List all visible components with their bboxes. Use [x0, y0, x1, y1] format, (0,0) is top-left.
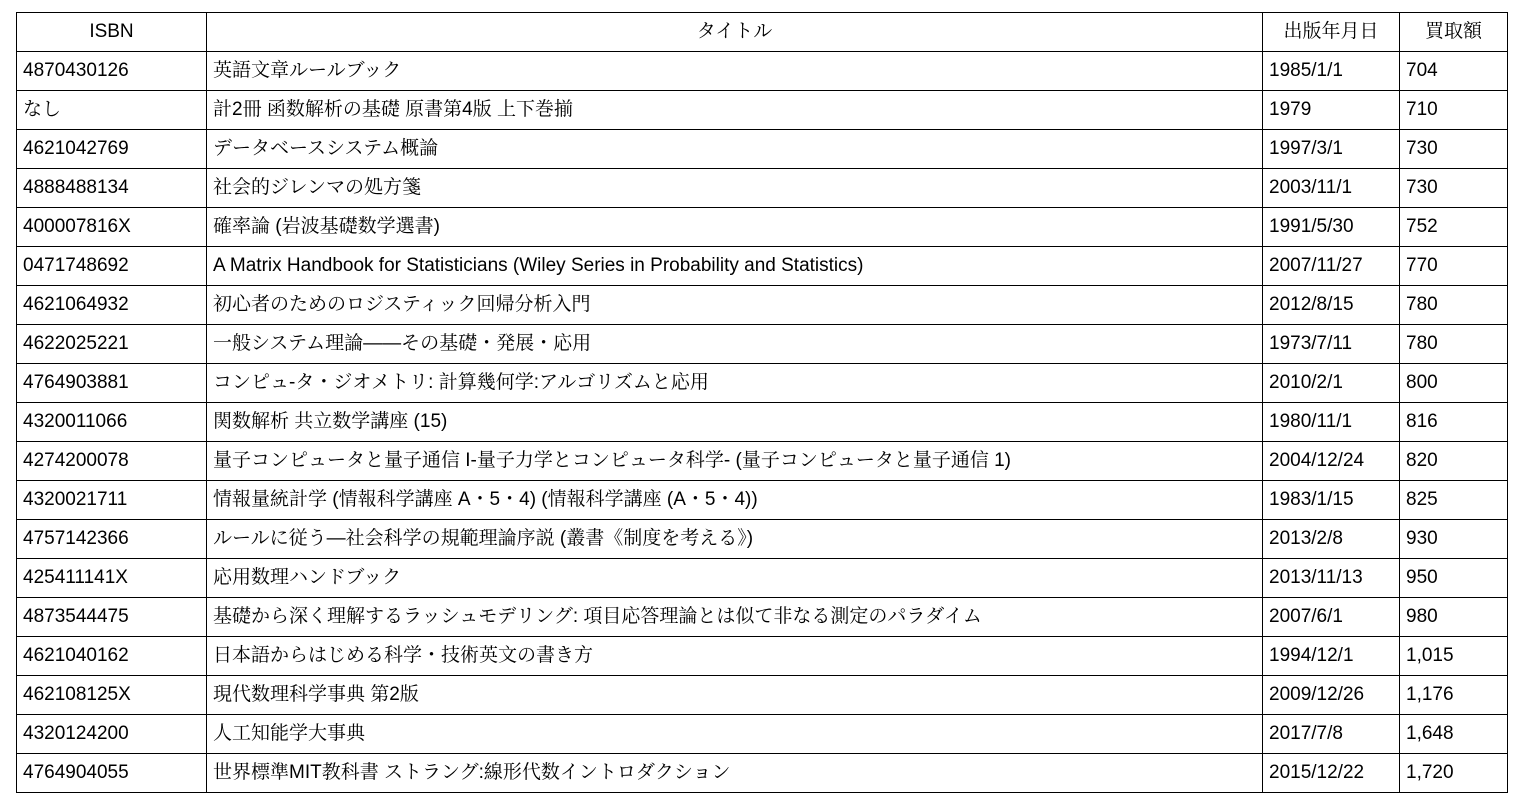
cell-date: 1997/3/1 — [1263, 130, 1400, 169]
cell-title: 英語文章ルールブック — [207, 52, 1263, 91]
cell-date: 2017/7/8 — [1263, 715, 1400, 754]
cell-price: 780 — [1400, 286, 1508, 325]
cell-price: 1,176 — [1400, 676, 1508, 715]
cell-title: 社会的ジレンマの処方箋 — [207, 169, 1263, 208]
cell-date: 2003/11/1 — [1263, 169, 1400, 208]
cell-isbn: 4764903881 — [17, 364, 207, 403]
cell-isbn: 462108125X — [17, 676, 207, 715]
table-row — [17, 520, 1508, 559]
cell-title: 世界標準MIT教科書 ストラング:線形代数イントロダクション — [207, 754, 1263, 793]
cell-isbn: 4621064932 — [17, 286, 207, 325]
table-row — [17, 559, 1508, 598]
cell-date: 2007/11/27 — [1263, 247, 1400, 286]
table-row — [17, 598, 1508, 637]
table-row — [17, 325, 1508, 364]
cell-isbn: 4888488134 — [17, 169, 207, 208]
cell-date: 2009/12/26 — [1263, 676, 1400, 715]
cell-isbn: 425411141X — [17, 559, 207, 598]
cell-title: 計2冊 函数解析の基礎 原書第4版 上下巻揃 — [207, 91, 1263, 130]
table-row — [17, 286, 1508, 325]
cell-title: 一般システム理論——その基礎・発展・応用 — [207, 325, 1263, 364]
cell-title: 初心者のためのロジスティック回帰分析入門 — [207, 286, 1263, 325]
column-header-price: 買取額 — [1400, 13, 1508, 52]
cell-price: 770 — [1400, 247, 1508, 286]
cell-title: コンピュ-タ・ジオメトリ: 計算幾何学:アルゴリズムと応用 — [207, 364, 1263, 403]
cell-date: 1980/11/1 — [1263, 403, 1400, 442]
cell-date: 1991/5/30 — [1263, 208, 1400, 247]
table-row — [17, 442, 1508, 481]
table-row — [17, 52, 1508, 91]
cell-title: 応用数理ハンドブック — [207, 559, 1263, 598]
table-body — [17, 52, 1508, 793]
cell-title: ルールに従う―社会科学の規範理論序説 (叢書《制度を考える》) — [207, 520, 1263, 559]
cell-isbn: 400007816X — [17, 208, 207, 247]
cell-date: 1983/1/15 — [1263, 481, 1400, 520]
cell-title: A Matrix Handbook for Statisticians (Wiley Series in Probability and Statistics) — [207, 247, 1263, 286]
cell-price: 980 — [1400, 598, 1508, 637]
cell-title: 基礎から深く理解するラッシュモデリング: 項目応答理論とは似て非なる測定のパラダイム — [207, 598, 1263, 637]
cell-title: 日本語からはじめる科学・技術英文の書き方 — [207, 637, 1263, 676]
cell-price: 816 — [1400, 403, 1508, 442]
cell-isbn: 4274200078 — [17, 442, 207, 481]
cell-price: 704 — [1400, 52, 1508, 91]
cell-date: 2012/8/15 — [1263, 286, 1400, 325]
cell-isbn: 4870430126 — [17, 52, 207, 91]
cell-isbn: 4320011066 — [17, 403, 207, 442]
cell-price: 800 — [1400, 364, 1508, 403]
cell-price: 1,648 — [1400, 715, 1508, 754]
table-row — [17, 676, 1508, 715]
cell-title: 人工知能学大事典 — [207, 715, 1263, 754]
cell-price: 752 — [1400, 208, 1508, 247]
table-row — [17, 130, 1508, 169]
cell-title: データベースシステム概論 — [207, 130, 1263, 169]
cell-date: 1994/12/1 — [1263, 637, 1400, 676]
cell-price: 825 — [1400, 481, 1508, 520]
cell-date: 2007/6/1 — [1263, 598, 1400, 637]
cell-price: 930 — [1400, 520, 1508, 559]
cell-date: 1979 — [1263, 91, 1400, 130]
cell-isbn: 4622025221 — [17, 325, 207, 364]
cell-date: 2013/2/8 — [1263, 520, 1400, 559]
column-header-title: タイトル — [207, 13, 1263, 52]
table-row — [17, 715, 1508, 754]
column-header-date: 出版年月日 — [1263, 13, 1400, 52]
cell-price: 730 — [1400, 130, 1508, 169]
cell-title: 情報量統計学 (情報科学講座 A・5・4) (情報科学講座 (A・5・4)) — [207, 481, 1263, 520]
table-row — [17, 169, 1508, 208]
table-row — [17, 364, 1508, 403]
cell-date: 2013/11/13 — [1263, 559, 1400, 598]
cell-price: 820 — [1400, 442, 1508, 481]
cell-title: 現代数理科学事典 第2版 — [207, 676, 1263, 715]
table-header — [17, 13, 1508, 52]
cell-price: 1,015 — [1400, 637, 1508, 676]
cell-price: 1,720 — [1400, 754, 1508, 793]
cell-date: 2010/2/1 — [1263, 364, 1400, 403]
cell-isbn: なし — [17, 91, 207, 130]
cell-title: 量子コンピュータと量子通信 I-量子力学とコンピュータ科学- (量子コンピュータと量子通信 1) — [207, 442, 1263, 481]
table-row — [17, 91, 1508, 130]
table-row — [17, 754, 1508, 793]
column-header-isbn: ISBN — [17, 13, 207, 52]
cell-isbn: 4873544475 — [17, 598, 207, 637]
cell-title: 確率論 (岩波基礎数学選書) — [207, 208, 1263, 247]
table-row — [17, 208, 1508, 247]
table-row — [17, 637, 1508, 676]
table-header-row — [17, 13, 1508, 52]
table-row — [17, 403, 1508, 442]
cell-title: 関数解析 共立数学講座 (15) — [207, 403, 1263, 442]
cell-isbn: 4320021711 — [17, 481, 207, 520]
cell-price: 710 — [1400, 91, 1508, 130]
cell-isbn: 4621042769 — [17, 130, 207, 169]
cell-date: 2004/12/24 — [1263, 442, 1400, 481]
cell-price: 730 — [1400, 169, 1508, 208]
cell-isbn: 4764904055 — [17, 754, 207, 793]
table-row — [17, 481, 1508, 520]
book-buyback-table — [16, 12, 1508, 793]
cell-isbn: 4621040162 — [17, 637, 207, 676]
table-row — [17, 247, 1508, 286]
cell-isbn: 4320124200 — [17, 715, 207, 754]
cell-isbn: 4757142366 — [17, 520, 207, 559]
cell-date: 1973/7/11 — [1263, 325, 1400, 364]
cell-isbn: 0471748692 — [17, 247, 207, 286]
cell-price: 780 — [1400, 325, 1508, 364]
cell-price: 950 — [1400, 559, 1508, 598]
cell-date: 1985/1/1 — [1263, 52, 1400, 91]
cell-date: 2015/12/22 — [1263, 754, 1400, 793]
